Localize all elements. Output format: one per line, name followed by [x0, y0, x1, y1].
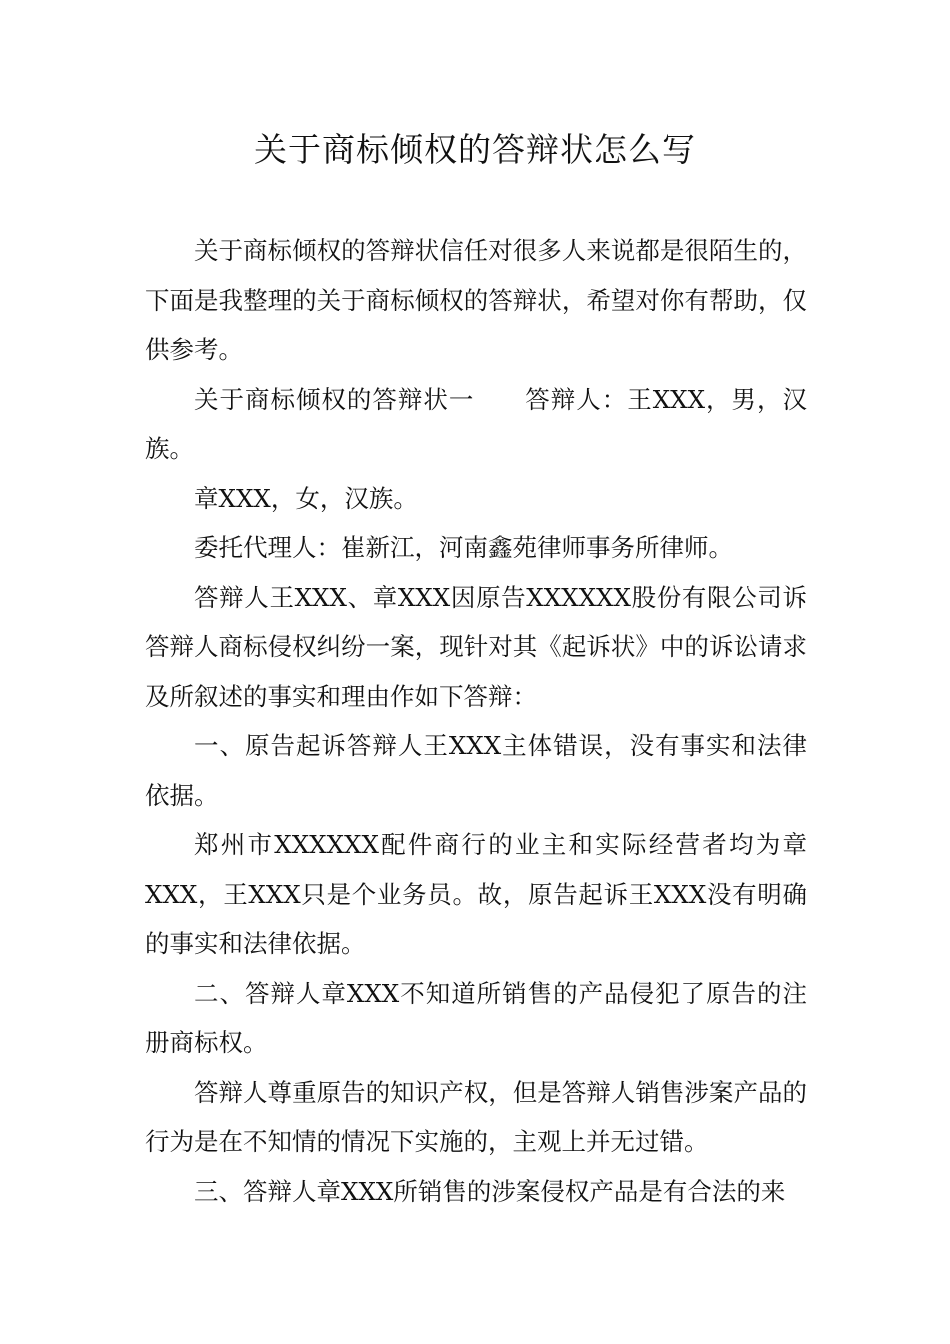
- paragraph-point-two: 二、答辩人章XXX不知道所销售的产品侵犯了原告的注册商标权。: [145, 978, 807, 1057]
- paragraph-case-summary: 答辩人王XXX、章XXX因原告XXXXXX股份有限公司诉答辩人商标侵权纠纷一案，现针对其《起诉状》中的诉讼请求及所叙述的事实和理由作如下答辩：: [145, 582, 807, 711]
- paragraph-point-one-detail: 郑州市XXXXXX配件商行的业主和实际经营者均为章XXX，王XXX只是个业务员。故，原告起诉王XXX没有明确的事实和法律依据。: [145, 830, 807, 958]
- paragraph-point-three: 三、答辩人章XXX所销售的涉案侵权产品是有合法的来: [194, 1176, 786, 1206]
- paragraph-intro: 关于商标倾权的答辩状信任对很多人来说都是很陌生的，下面是我整理的关于商标倾权的答辩状，希望对你有帮助，仅供参考。: [145, 236, 807, 364]
- paragraph-agent: 委托代理人：崔新江，河南鑫苑律师事务所律师。: [194, 533, 733, 562]
- paragraph-point-one: 一、原告起诉答辩人王XXX主体错误，没有事实和法律依据。: [145, 731, 807, 810]
- paragraph-respondent-one: 关于商标倾权的答辩状一 答辩人：王XXX，男，汉族。: [145, 384, 807, 463]
- paragraph-respondent-two: 章XXX，女，汉族。: [194, 483, 418, 513]
- document-title: 关于商标倾权的答辩状怎么写: [254, 130, 696, 169]
- document-body: [145, 226, 807, 1216]
- paragraph-point-two-detail: 答辩人尊重原告的知识产权，但是答辩人销售涉案产品的行为是在不知情的情况下实施的，主观上并无过错。: [145, 1077, 807, 1156]
